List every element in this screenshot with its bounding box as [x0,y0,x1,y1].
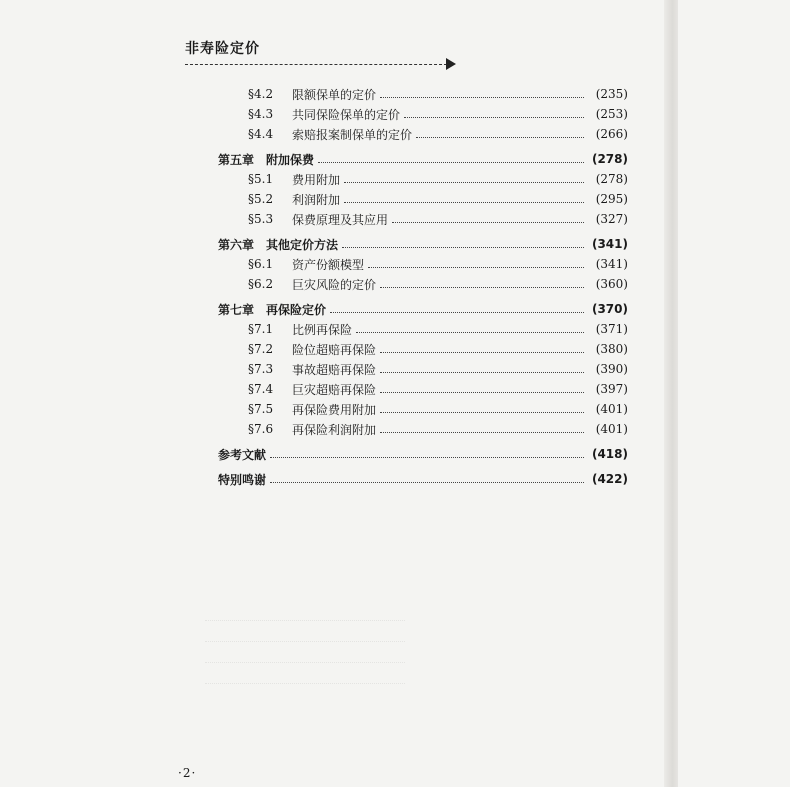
toc-entry-page: (327) [595,212,628,226]
toc-entry-title: 资产份额模型 [292,257,365,272]
toc-entry-number: §7.4 [248,382,274,396]
toc-chapter-entry [218,234,628,254]
toc-chapter-entry [218,444,628,464]
toc-dot-leader [318,161,584,163]
toc-entry-page: (278) [591,152,628,166]
toc-section-entry [218,124,628,144]
toc-entry-number: §6.1 [248,257,274,271]
toc-entry-title: 索赔报案制保单的定价 [292,127,413,142]
toc-section-entry [218,319,628,339]
running-head-title: 非寿险定价 [185,41,260,57]
toc-section-entry [218,274,628,294]
toc-dot-leader [380,371,584,373]
toc-entry-page: (360) [595,277,628,291]
toc-entry-page: (401) [595,422,628,436]
toc-entry-title: 比例再保险 [292,322,353,337]
toc-entry-page: (266) [595,127,628,141]
toc-entry-page: (371) [595,322,628,336]
toc-section-entry [218,254,628,274]
toc-entry-number: §7.6 [248,422,274,436]
running-head-dashed-rule [185,64,447,65]
toc-entry-page: (295) [595,192,628,206]
toc-section-entry [218,104,628,124]
toc-entry-page: (418) [591,447,628,461]
toc-chapter-entry [218,469,628,489]
toc-dot-leader [380,411,584,413]
toc-entry-title: 限额保单的定价 [292,87,377,102]
toc-dot-leader [380,96,584,98]
toc-dot-leader [392,221,584,223]
toc-entry-page: (401) [595,402,628,416]
page-gutter-shadow [664,0,678,787]
toc-entry-number: §7.5 [248,402,274,416]
page-number: ·2· [178,766,197,780]
table-of-contents [218,84,628,489]
toc-section-entry [218,419,628,439]
toc-dot-leader [330,311,584,313]
arrow-right-icon [446,58,456,70]
toc-section-entry [218,189,628,209]
toc-entry-number: §6.2 [248,277,274,291]
toc-entry-label [218,151,314,168]
toc-entry-label [218,236,338,253]
toc-dot-leader [270,456,584,458]
toc-entry-number: 第五章 [218,152,255,167]
toc-dot-leader [356,331,584,333]
bleed-through-ghost-lines [205,600,405,700]
toc-entry-page: (370) [591,302,628,316]
toc-entry-number: §4.3 [248,107,274,121]
toc-section-entry [218,84,628,104]
toc-dot-leader [380,351,584,353]
toc-entry-title: 再保险定价 [266,302,327,317]
toc-entry-page: (390) [595,362,628,376]
toc-entry-number: §5.1 [248,172,274,186]
toc-entry-number: §7.3 [248,362,274,376]
toc-section-entry [218,379,628,399]
toc-dot-leader [270,481,584,483]
toc-entry-number: 第六章 [218,237,255,252]
toc-dot-leader [416,136,584,138]
toc-entry-title: 费用附加 [292,172,341,187]
toc-chapter-entry [218,149,628,169]
toc-entry-title: 巨灾超赔再保险 [292,382,377,397]
toc-entry-label [248,381,376,398]
toc-chapter-entry [218,299,628,319]
toc-entry-label [248,321,352,338]
toc-section-entry [218,359,628,379]
toc-entry-label [248,276,376,293]
toc-entry-title: 共同保险保单的定价 [292,107,401,122]
toc-dot-leader [344,201,584,203]
toc-entry-title: 再保险费用附加 [292,402,377,417]
toc-section-entry [218,399,628,419]
toc-entry-label [248,86,376,103]
toc-entry-number: §7.2 [248,342,274,356]
toc-entry-label [218,471,266,488]
toc-section-entry [218,339,628,359]
toc-entry-title: 附加保费 [266,152,315,167]
toc-section-entry [218,169,628,189]
toc-entry-label [248,256,364,273]
toc-entry-title: 其他定价方法 [266,237,339,252]
toc-entry-label [248,106,400,123]
toc-entry-title: 险位超赔再保险 [292,342,377,357]
toc-entry-label [218,301,326,318]
toc-entry-title: 特别鸣谢 [218,472,267,487]
toc-entry-label [218,446,266,463]
toc-dot-leader [404,116,584,118]
toc-entry-page: (235) [595,87,628,101]
toc-entry-label [248,126,412,143]
toc-entry-label [248,421,376,438]
toc-entry-page: (341) [591,237,628,251]
toc-entry-title: 再保险利润附加 [292,422,377,437]
toc-dot-leader [368,266,584,268]
toc-entry-label [248,171,340,188]
toc-section-entry [218,209,628,229]
toc-entry-title: 利润附加 [292,192,341,207]
toc-entry-title: 参考文献 [218,447,267,462]
toc-entry-label [248,191,340,208]
toc-entry-number: §7.1 [248,322,274,336]
toc-dot-leader [380,431,584,433]
toc-entry-label [248,361,376,378]
toc-entry-title: 保费原理及其应用 [292,212,389,227]
toc-entry-number: §4.4 [248,127,274,141]
toc-dot-leader [344,181,584,183]
toc-entry-title: 巨灾风险的定价 [292,277,377,292]
toc-entry-number: §4.2 [248,87,274,101]
toc-entry-page: (278) [595,172,628,186]
toc-entry-number: 第七章 [218,302,255,317]
toc-entry-page: (341) [595,257,628,271]
toc-entry-number: §5.3 [248,212,274,226]
toc-entry-page: (380) [595,342,628,356]
toc-entry-label [248,341,376,358]
toc-entry-number: §5.2 [248,192,274,206]
toc-entry-page: (422) [591,472,628,486]
toc-dot-leader [342,246,584,248]
toc-entry-label [248,211,388,228]
toc-entry-page: (397) [595,382,628,396]
toc-entry-title: 事故超赔再保险 [292,362,377,377]
toc-entry-page: (253) [595,107,628,121]
toc-dot-leader [380,391,584,393]
toc-entry-label [248,401,376,418]
toc-dot-leader [380,286,584,288]
